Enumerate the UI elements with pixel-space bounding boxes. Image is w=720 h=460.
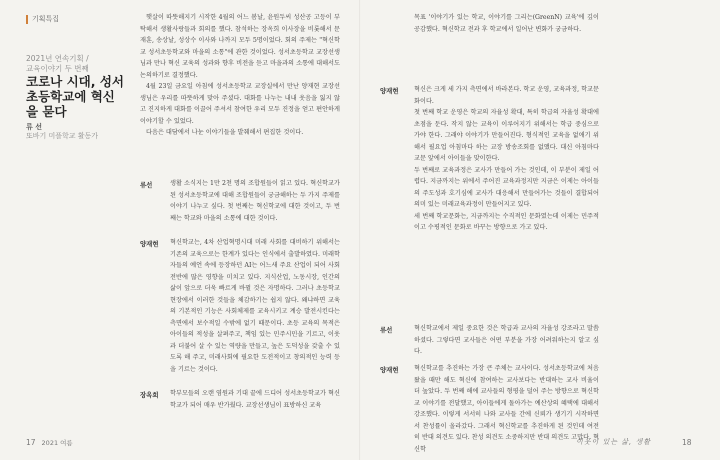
answer-ryuseon-2 bbox=[414, 323, 599, 358]
speaker-jangokhee: 장옥희 bbox=[140, 391, 159, 399]
left-page-number: 17 bbox=[26, 438, 36, 447]
dialogue-paragraph: 혁신은 크게 세 가지 측면에서 바라본다. 학교 운영, 교육과정, 학교문화이다. bbox=[414, 86, 599, 105]
author-role: 또바기 미플학교 활동가 bbox=[26, 132, 99, 140]
author-block bbox=[26, 123, 98, 141]
speaker-yangjaehyeon-3: 양재현 bbox=[380, 366, 399, 374]
speaker-ryuseon-2: 류선 bbox=[380, 326, 393, 334]
opening-paragraph: 목표 '이야기가 있는 학교, 이야기를 그리는(GreenN) 교육'에 깊이 공감했다. 혁신학교 전과 후 학교에서 일어난 변화가 궁금하다. bbox=[414, 14, 599, 33]
dialogue-text: 생활 소식지는 1만 2천 명의 조합원들이 읽고 있다. 혁신학교가 된 성서초등학교에 대해 조합원들이 궁금해하는 두 가지 주제를 이야기 나누고 싶다. 첫 번째는 혁신학교에 대한 것이고, 두 번째는 학교와 마을의 소통에 대한 것이다. bbox=[170, 180, 340, 222]
author-name: 류 선 bbox=[26, 123, 42, 131]
right-brand-logo: 이웃이 있는 삶, 생활 bbox=[576, 438, 651, 446]
intro-paragraph-1: 햇살이 따뜻해지기 시작한 4월의 어느 봄날, 윤원두씨 성산공 고등이 부탁해서 생활사랑들과 회의를 했다. 참석하는 장옥희 이사장을 비롯해서 문재훈, 송상날, 성상수 이사와 나까지 모두 5명이었다. 회의 주제는 "혁신학교 성서초등학교와 마을의 소통"에 관한 것이었다. 성서초등학교 교장선생님과 만나 혁신 교육의 성과와 향후 비전을 듣고 마을과의 소통에 대해서도 논의하기로 결정했다. bbox=[140, 14, 340, 79]
dialogue-paragraph: 두 번째로 교육과정은 교사가 만들어 가는 것인데, 이 부분이 제일 어렵다. 지금까지는 위에서 주어진 교육과정지만 지금은 이제는 아이들의 주도성과 호기심에 교사가 대응해서 만들어가는 것들이 결합되어 의미 있는 미래교육과정이 만들어지고 있다. bbox=[414, 166, 599, 208]
speaker-yangjaehyeon-2: 양재현 bbox=[380, 87, 399, 95]
series-label bbox=[26, 54, 89, 74]
series-line-2: 교육이야기 두 번째 bbox=[26, 64, 89, 73]
dialogue-text: 학부모들의 오랜 염원과 기대 끝에 드디어 성서초등학교가 혁신학교가 되어 매우 반가웠다. 교장선생님이 표방하신 교육 bbox=[170, 390, 340, 409]
answer-yangjaehyeon-1 bbox=[170, 237, 340, 375]
intro-paragraph-2: 4월 23일 금요일 아침에 성서초등학교 교장실에서 만난 양재현 교장선생님은 우리를 따뜻하게 맞아 주셨다. 대화를 나누는 내내 웃음을 잃지 않고 진지하게 대화를 이끌어 주셔서 참여한 우리 모두 진정을 얻고 편안하게 이야기할 수 있었다. bbox=[140, 83, 340, 125]
answer-yangjaehyeon-3 bbox=[414, 363, 599, 453]
dialogue-text: 혁신학교는, 4차 산업혁명시대 미래 사회를 대비하기 위해서는 기존의 교육으로는 한계가 있다는 인식에서 출발하였다. 미래학자들의 예언 속에 등장하던 AI는 어느새 주요 산업이 되어 사회 전반에 많은 영향을 미치고 있다. 지식산업, 노동시장, 인간의 삶이 앞으로 더욱 빠르게 바뀔 것은 자명하다. 그러나 초등학교 현장에서 이러한 것들을 체감하기는 쉽지 않다. 왜냐하면 교육의 기본적인 기능은 사회체제를 교육시키고 계승 발전시킨다는 측면에서 보수적일 수밖에 없기 때문이다. 초등 교육의 목적은 아이들의 적성을 살펴주고, 책임 있는 민주시민을 기르고, 이웃과 더불어 살 수 있는 역량을 만들고, 높은 도덕성을 갖출 수 있도록 해 주고, 미래사회에 필요한 도전적이고 창의적인 능력 등을 기르는 것이다. bbox=[170, 239, 340, 373]
answer-yangjaehyeon-2 bbox=[414, 84, 599, 234]
left-intro-column bbox=[140, 12, 340, 139]
dialogue-paragraph: 혁신학교에서 제일 중요한 것은 학급과 교사의 자율성 강조라고 말씀하셨다. 그렇다면 교사들은 어떤 부분을 가장 어려워하는지 알고 싶다. bbox=[414, 325, 599, 355]
series-line-1: 2021년 연속기획 / bbox=[26, 54, 89, 63]
section-tag-label: 기획특집 bbox=[32, 15, 60, 23]
dialogue-paragraph: 혁신학교를 추진하는 가장 큰 주체는 교사이다. 성서초등학교에 처음 왔을 때만 해도 혁신에 참여하는 교사보다는 반대하는 교사 비율이 더 높았다. 두 번째 해에 교사들의 형평을 덜어 주는 방향으로 혁신학교 이야기를 전달했고, 아이들에게 돌아가는 예산상의 혜택에 대해서 강조했다. 이렇게 서서히 나와 교사들 간에 신뢰가 생기기 시작하면서 찬성률이 올라갔다. 그래서 혁신학교를 추진하게 된 것인데 여전히 반대 의견도 있다. 찬성 의견도 소중하지만 반대 의견도 고맙다. 혁신학 bbox=[414, 365, 599, 453]
dialogue-paragraph: 세 번째 학교문화는, 지금까지는 수직적인 문화였는데 이제는 민주적이고 수평적인 문화로 바꾸는 방향으로 가고 있다. bbox=[414, 212, 599, 231]
speaker-yangjaehyeon-1: 양재현 bbox=[140, 240, 159, 248]
section-tag-marker bbox=[26, 15, 28, 24]
answer-jangokhee bbox=[170, 388, 340, 411]
right-opening bbox=[414, 12, 599, 35]
right-page-number: 18 bbox=[682, 438, 692, 447]
left-folio bbox=[26, 438, 73, 447]
answer-ryuseon-1 bbox=[170, 178, 340, 224]
speaker-ryuseon-1: 류선 bbox=[140, 181, 153, 189]
left-magazine-label: 2021 여름 bbox=[41, 439, 73, 447]
page-gutter bbox=[359, 0, 361, 460]
section-tag bbox=[26, 14, 59, 24]
article-headline: 코로나 시대, 성서초등학교에 혁신을 묻다 bbox=[26, 74, 124, 119]
intro-paragraph-3: 다음은 대담에서 나눈 이야기들을 발췌해서 편집한 것이다. bbox=[146, 129, 304, 136]
dialogue-paragraph: 첫 번째 학교 운영은 학교의 자율성 확대, 특히 학급의 자율성 확대에 초점을 둔다. 작지 않는 교육이 이루어지기 위해서는 학급 중심으로 가야 한다. 그래야 이야기가 만들어진다. 형식적인 교육을 없애기 위해서 필요업 아침마다 하는 교장 방송조회를 없앴다. 대신 아침마다 교문 앞에서 아이들을 맞이한다. bbox=[414, 109, 599, 162]
